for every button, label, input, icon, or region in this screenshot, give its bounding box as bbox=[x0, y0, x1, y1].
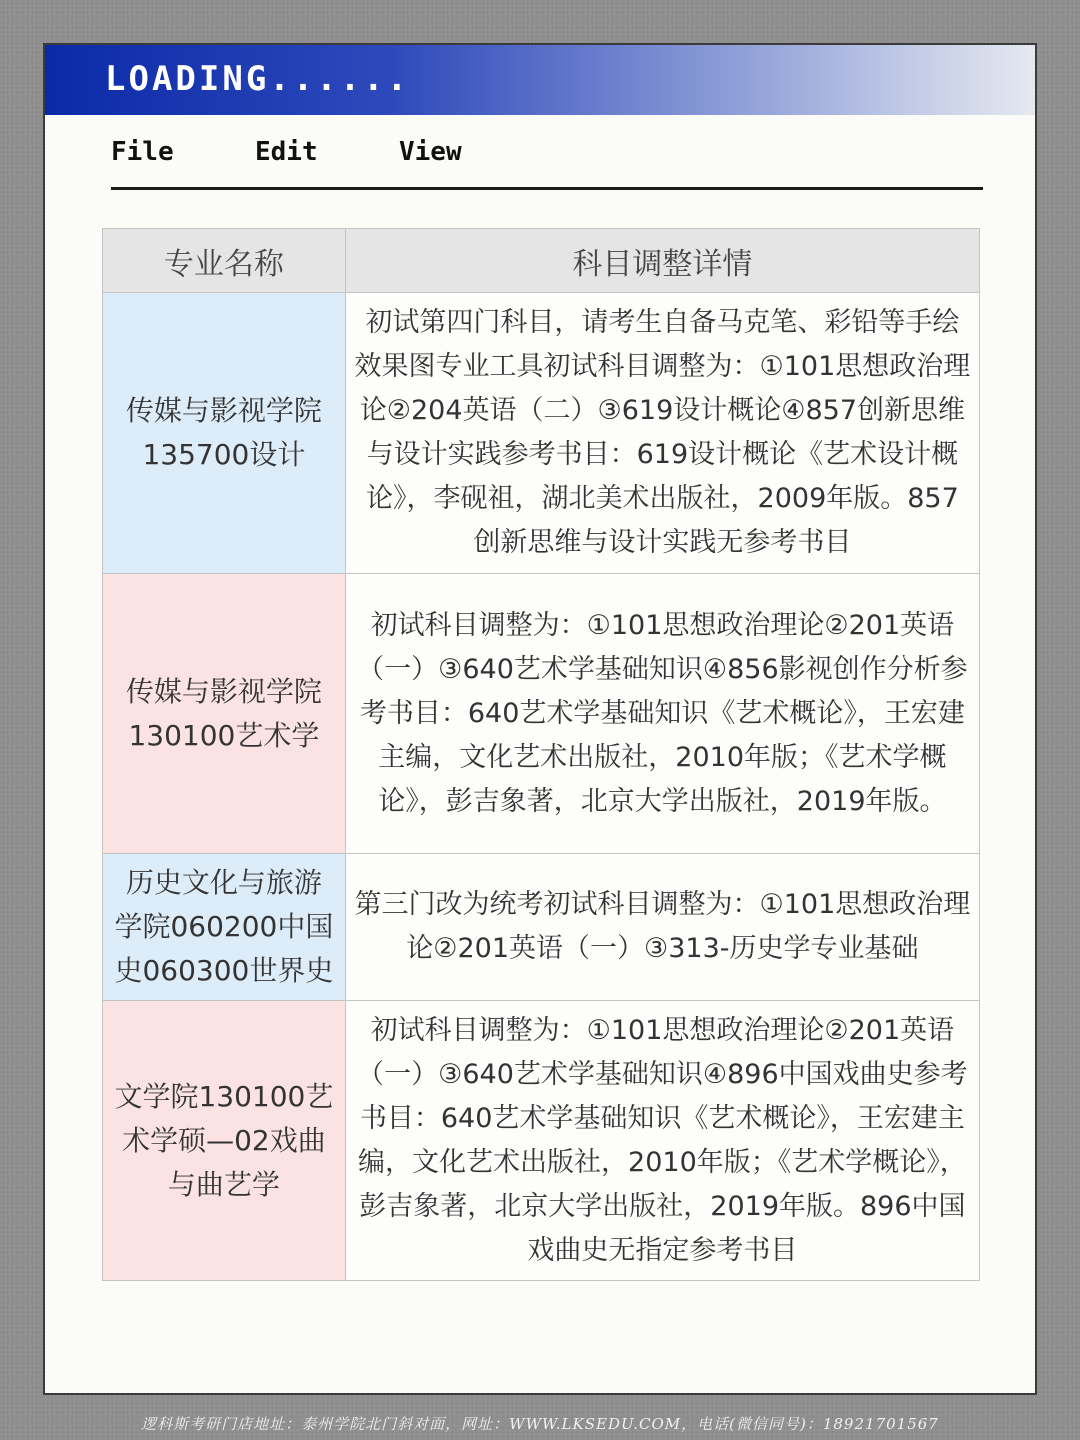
major-name: 历史文化与旅游学院060200中国史060300世界史 bbox=[103, 854, 346, 1001]
adjustment-detail: 初试科目调整为：①101思想政治理论②201英语（一）③640艺术学基础知识④856影视创作分析参考书目：640艺术学基础知识《艺术概论》，王宏建主编，文化艺术出版社，2010年版；《艺术学概论》，彭吉象著，北京大学出版社，2019年版。 bbox=[345, 574, 979, 854]
footer-contact-info: 逻科斯考研门店地址：泰州学院北门斜对面，网址：WWW.LKSEDU.COM，电话(微信同号)：18921701567 bbox=[141, 1415, 939, 1433]
window-title: LOADING...... bbox=[105, 59, 411, 99]
adjustment-detail: 初试科目调整为：①101思想政治理论②201英语（一）③640艺术学基础知识④896中国戏曲史参考书目：640艺术学基础知识《艺术概论》，王宏建主编，文化艺术出版社，2010年版；《艺术学概论》，彭吉象著，北京大学出版社，2019年版。896中国戏曲史无指定参考书目 bbox=[345, 1001, 979, 1281]
app-window bbox=[43, 43, 1037, 1395]
menu-bar bbox=[111, 137, 983, 190]
table-row bbox=[103, 854, 980, 1001]
major-name: 传媒与影视学院130100艺术学 bbox=[103, 574, 346, 854]
menu-view[interactable]: View bbox=[399, 137, 462, 167]
subject-adjustment-table bbox=[102, 228, 980, 1281]
header-detail: 科目调整详情 bbox=[345, 229, 979, 293]
menu-edit[interactable]: Edit bbox=[255, 137, 318, 167]
table-row bbox=[103, 1001, 980, 1281]
table-header-row bbox=[103, 229, 980, 293]
table-row bbox=[103, 293, 980, 574]
adjustment-detail: 第三门改为统考初试科目调整为：①101思想政治理论②201英语（一）③313-历史学专业基础 bbox=[345, 854, 979, 1001]
table-row bbox=[103, 574, 980, 854]
adjustment-detail: 初试第四门科目，请考生自备马克笔、彩铅等手绘效果图专业工具初试科目调整为：①101思想政治理论②204英语（二）③619设计概论④857创新思维与设计实践参考书目：619设计概论《艺术设计概论》，李砚祖，湖北美术出版社，2009年版。857创新思维与设计实践无参考书目 bbox=[345, 293, 979, 574]
major-name: 传媒与影视学院135700设计 bbox=[103, 293, 346, 574]
header-major: 专业名称 bbox=[103, 229, 346, 293]
major-name: 文学院130100艺术学硕—02戏曲与曲艺学 bbox=[103, 1001, 346, 1281]
title-bar bbox=[45, 45, 1035, 115]
menu-file[interactable]: File bbox=[111, 137, 174, 167]
